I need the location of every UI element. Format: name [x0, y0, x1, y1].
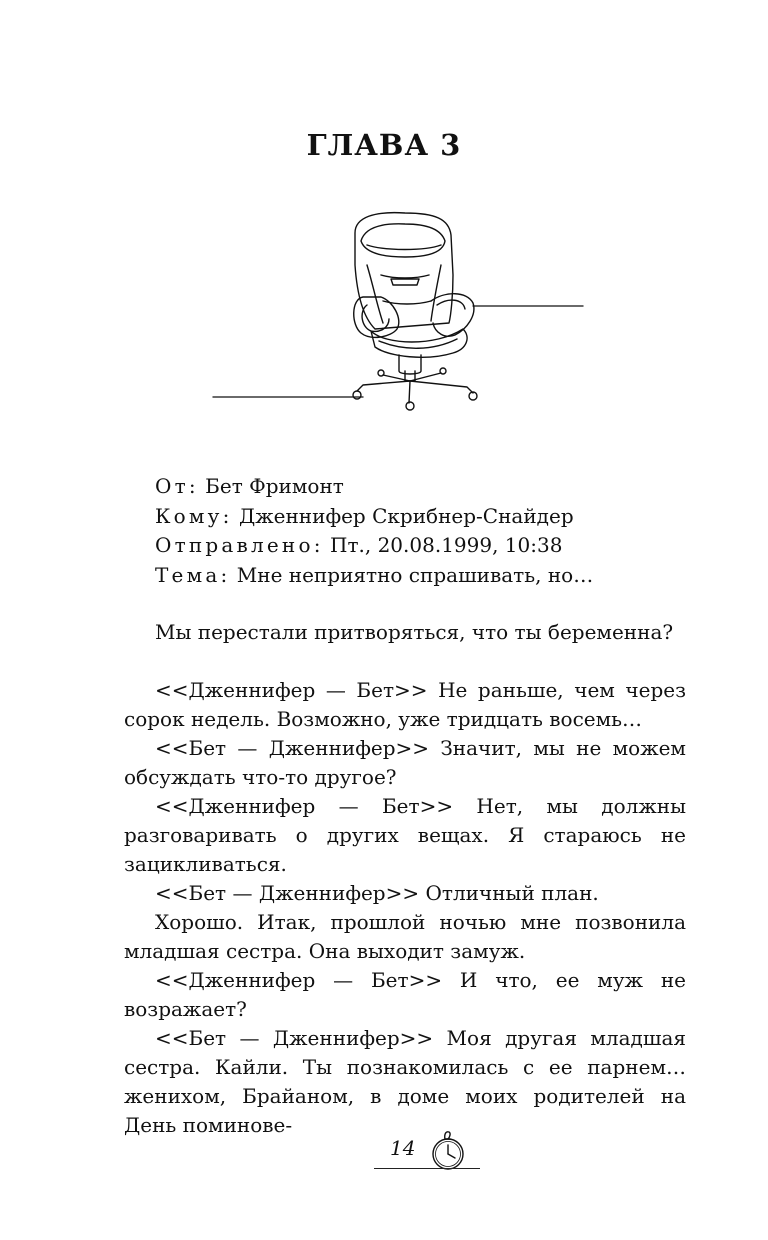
sent-value: Пт., 20.08.1999, 10:38	[330, 533, 563, 557]
subject-line	[155, 561, 675, 591]
sent-label: Отправлено:	[155, 533, 324, 557]
subject-value: Мне неприятно спрашивать, но…	[236, 562, 594, 587]
footer-rule	[374, 1168, 480, 1169]
dialogue-paragraph: <<Дженнифер — Бет>> Не раньше, чем через сорок недель. Возможно, уже тридцать восемь…	[124, 678, 686, 731]
sent-line	[155, 531, 675, 561]
chapter-title: ГЛАВА 3	[306, 128, 462, 162]
dialogue-paragraph: <<Дженнифер — Бет>> Нет, мы должны разговаривать о других вещах. Я стараюсь не зацикливаться.	[124, 794, 686, 876]
clock-icon	[428, 1130, 472, 1172]
dialogue-paragraph: <<Дженнифер — Бет>> И что, ее муж не возражает?	[124, 968, 686, 1021]
email-header	[155, 472, 675, 590]
dialogue-block	[124, 676, 686, 1140]
from-label: От:	[155, 474, 199, 498]
from-line	[155, 472, 675, 502]
dialogue-paragraph: <<Бет — Дженнифер>> Значит, мы не можем обсуждать что-то другое?	[124, 736, 686, 789]
page-footer	[360, 1130, 480, 1180]
question-paragraph: Мы перестали притворяться, что ты беременна?	[155, 620, 674, 644]
from-value: Бет Фримонт	[205, 474, 344, 498]
subject-label: Тема:	[155, 562, 231, 587]
dialogue-paragraph: <<Бет — Дженнифер>> Отличный план.	[155, 881, 599, 905]
dialogue-paragraph: <<Бет — Дженнифер>> Моя другая младшая сестра. Кайли. Ты познакомилась с ее парнем… женихом, Брайаном, в доме моих родителей на День поминове-	[124, 1026, 686, 1137]
office-chair-icon	[205, 205, 595, 425]
question-block	[124, 618, 686, 647]
to-line	[155, 502, 675, 532]
page-number: 14	[390, 1136, 416, 1160]
to-label: Кому:	[155, 503, 233, 528]
to-value: Дженнифер Скрибнер-Снайдер	[238, 503, 574, 528]
dialogue-paragraph: Хорошо. Итак, прошлой ночью мне позвонила младшая сестра. Она выходит замуж.	[124, 910, 686, 963]
